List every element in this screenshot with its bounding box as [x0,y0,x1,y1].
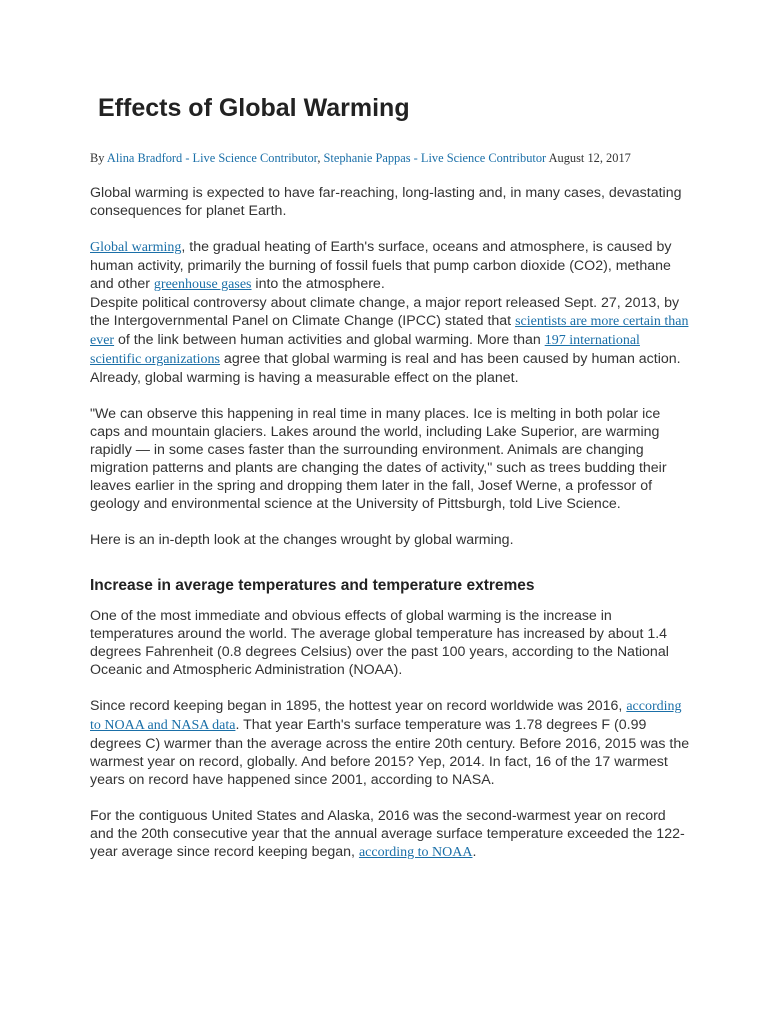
paragraph-measurable-effect: Already, global warming is having a measurable effect on the planet. [90,370,519,386]
article-body [90,184,690,880]
paragraph-text: For the contiguous United States and Alaska, 2016 was the second-warmest year on record and the 20th consecutive year that the annual average surface temperature exceeded the 122-year average since record keeping began, [90,808,685,860]
section-heading-temperatures: Increase in average temperatures and temperature extremes [90,577,535,594]
author-link-stephanie-pappas[interactable]: Stephanie Pappas - Live Science Contributor [323,151,547,165]
article-title: Effects of Global Warming [98,94,410,122]
paragraph-average-temperature: One of the most immediate and obvious effects of global warming is the increase in temperatures around the world. The average global temperature has increased by about 1.4 degrees Fahrenheit (0.8 degrees Celsius) over the past 100 years, according to the National Oceanic and Atmospheric Administration (NOAA). [90,608,669,678]
link-greenhouse-gases[interactable]: greenhouse gases [153,277,252,292]
link-scientists-more-certain[interactable]: scientists are more certain than ever [90,314,689,348]
paragraph-ipcc-report [90,294,690,369]
article-byline [90,151,631,166]
paragraph-in-depth: Here is an in-depth look at the changes wrought by global warming. [90,532,514,548]
author-link-alina-bradford[interactable]: Alina Bradford - Live Science Contributor [106,151,318,165]
link-global-warming[interactable]: Global warming [90,240,182,255]
link-according-to-noaa[interactable]: according to NOAA [358,845,473,860]
link-noaa-nasa-data[interactable]: according to NOAA and NASA data [90,699,682,733]
link-197-organizations[interactable]: 197 international scientific organizations [90,333,640,367]
byline-separator: , [317,151,324,165]
paragraph-record-keeping [90,697,690,789]
paragraph-text: of the link between human activities and global warming. More than [114,332,545,348]
paragraph-quote-werne: "We can observe this happening in real time in many places. Ice is melting in both polar ice caps and mountain glaciers. Lakes around the world, including Lake Superior, are warming rapidly — in some cases faster than the surrounding environment. Animals are changing migration patterns and plants are changing the dates of activity," such as trees budding their leaves earlier in the spring and dropping them later in the fall, Josef Werne, a professor of geology and environmental science at the University of Pittsburgh, told Live Science. [90,406,667,512]
paragraph-text: into the atmosphere. [251,276,385,292]
paragraph-text: , the gradual heating of Earth's surface, oceans and atmosphere, is caused by human activity, primarily the burning of fossil fuels that pump carbon dioxide (CO2), methane and other [90,239,672,292]
paragraph-text: Despite political controversy about climate change, a major report released Sept. 27, 2013, by the Intergovernmental Panel on Climate Change (IPCC) stated that [90,295,680,329]
paragraph-definition [90,238,690,294]
paragraph-text: . [472,844,477,860]
paragraph-contiguous-us [90,807,690,862]
paragraph-text: Since record keeping began in 1895, the hottest year on record worldwide was 2016, [90,698,627,714]
paragraph-intro: Global warming is expected to have far-reaching, long-lasting and, in many cases, devastating consequences for planet Earth. [90,185,682,219]
byline-prefix: By [90,151,107,165]
byline-date: August 12, 2017 [546,151,631,165]
paragraph-text: . That year Earth's surface temperature was 1.78 degrees F (0.99 degrees C) warmer than the average across the entire 20th century. Before 2016, 2015 was the warmest year on record, globally. And before 2015? Yep, 2014. In fact, 16 of the 17 warmest years on record have happened since 2001, according to NASA. [90,717,690,788]
paragraph-text: agree that global warming is real and has been caused by human action. [219,351,681,367]
